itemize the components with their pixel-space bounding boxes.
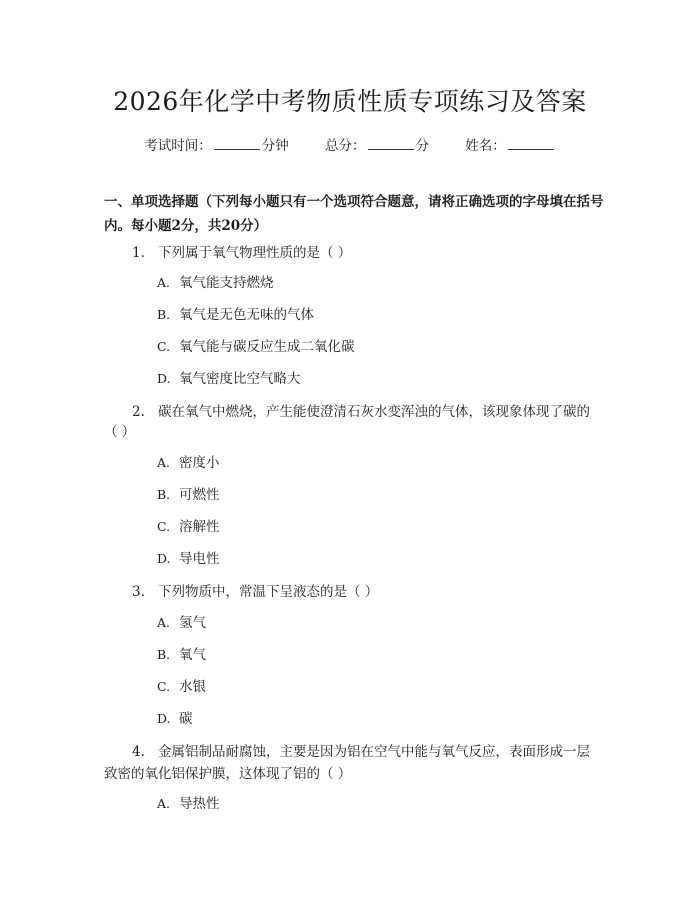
question-stem-line-1: 金属铝制品耐腐蚀，主要是因为铝在空气中能与氧气反应，表面形成一层	[158, 744, 590, 760]
option-letter: B.	[157, 307, 171, 322]
option-text: 氧气密度比空气略大	[179, 371, 301, 387]
question-1-option-b	[157, 305, 314, 325]
name-field	[465, 138, 556, 154]
question-2-continuation	[104, 420, 135, 444]
question-2-option-a	[157, 453, 220, 473]
option-letter: D.	[157, 371, 171, 386]
option-text: 水银	[179, 679, 206, 695]
option-text: 氢气	[179, 615, 206, 631]
option-letter: A.	[157, 455, 171, 470]
question-2-option-c	[157, 517, 220, 537]
question-stem-line-2: 致密的氧化铝保护膜，这体现了铝的（ ）	[104, 766, 352, 782]
question-number: 3.	[132, 584, 145, 600]
option-text: 氧气能与碳反应生成二氧化碳	[179, 339, 355, 355]
option-text: 氧气能支持燃烧	[179, 275, 274, 291]
question-1-option-a	[157, 273, 274, 293]
option-letter: B.	[157, 487, 171, 502]
exam-time-blank	[214, 136, 260, 150]
option-letter: A.	[157, 796, 171, 811]
exam-time-field	[144, 138, 289, 154]
option-letter: A.	[157, 615, 171, 630]
question-1-option-c	[157, 337, 355, 357]
exam-time-label: 考试时间：	[144, 138, 212, 154]
total-score-unit: 分	[415, 138, 429, 154]
question-stem-line-1: 碳在氧气中燃烧，产生能使澄清石灰水变浑浊的气体，该现象体现了碳的	[158, 404, 590, 420]
exam-time-unit: 分钟	[261, 138, 289, 154]
question-stem-line-2: （ ）	[104, 424, 136, 440]
question-stem: 下列属于氧气物理性质的是（ ）	[158, 245, 352, 261]
total-score-label: 总分：	[325, 138, 366, 154]
question-2	[132, 400, 590, 424]
option-text: 导电性	[179, 551, 220, 567]
section-heading: 一、单项选择题（下列每小题只有一个选项符合题意，请将正确选项的字母填在括号内。每小题2分，共20分）	[104, 194, 604, 234]
option-letter: A.	[157, 275, 171, 290]
option-text: 可燃性	[179, 487, 220, 503]
question-3-option-b	[157, 645, 206, 665]
question-number: 2.	[132, 404, 145, 420]
question-1-option-d	[157, 369, 301, 389]
option-letter: D.	[157, 711, 171, 726]
question-number: 4.	[132, 744, 145, 760]
name-label: 姓名：	[465, 138, 506, 154]
option-letter: B.	[157, 647, 171, 662]
question-4-option-a	[157, 794, 220, 814]
question-2-option-d	[157, 549, 220, 569]
option-letter: D.	[157, 551, 171, 566]
option-letter: C.	[157, 519, 171, 534]
option-text: 导热性	[179, 796, 220, 812]
question-1	[132, 241, 351, 265]
page-title: 2026年化学中考物质性质专项练习及答案	[113, 87, 587, 116]
option-text: 氧气是无色无味的气体	[179, 307, 314, 323]
total-score-blank	[368, 136, 414, 150]
question-number: 1.	[132, 245, 145, 261]
question-4	[132, 740, 590, 764]
question-3-option-d	[157, 709, 193, 729]
option-text: 密度小	[179, 455, 220, 471]
question-stem: 下列物质中，常温下呈液态的是（ ）	[158, 584, 379, 600]
option-text: 碳	[179, 711, 193, 727]
question-3-option-c	[157, 677, 206, 697]
option-letter: C.	[157, 339, 171, 354]
total-score-field	[325, 138, 429, 154]
question-2-option-b	[157, 485, 220, 505]
question-4-continuation	[104, 762, 351, 786]
option-letter: C.	[157, 679, 171, 694]
option-text: 氧气	[179, 647, 206, 663]
name-blank	[508, 136, 554, 150]
question-3-option-a	[157, 613, 206, 633]
option-text: 溶解性	[179, 519, 220, 535]
exam-info-line	[0, 134, 700, 154]
question-3	[132, 580, 378, 604]
